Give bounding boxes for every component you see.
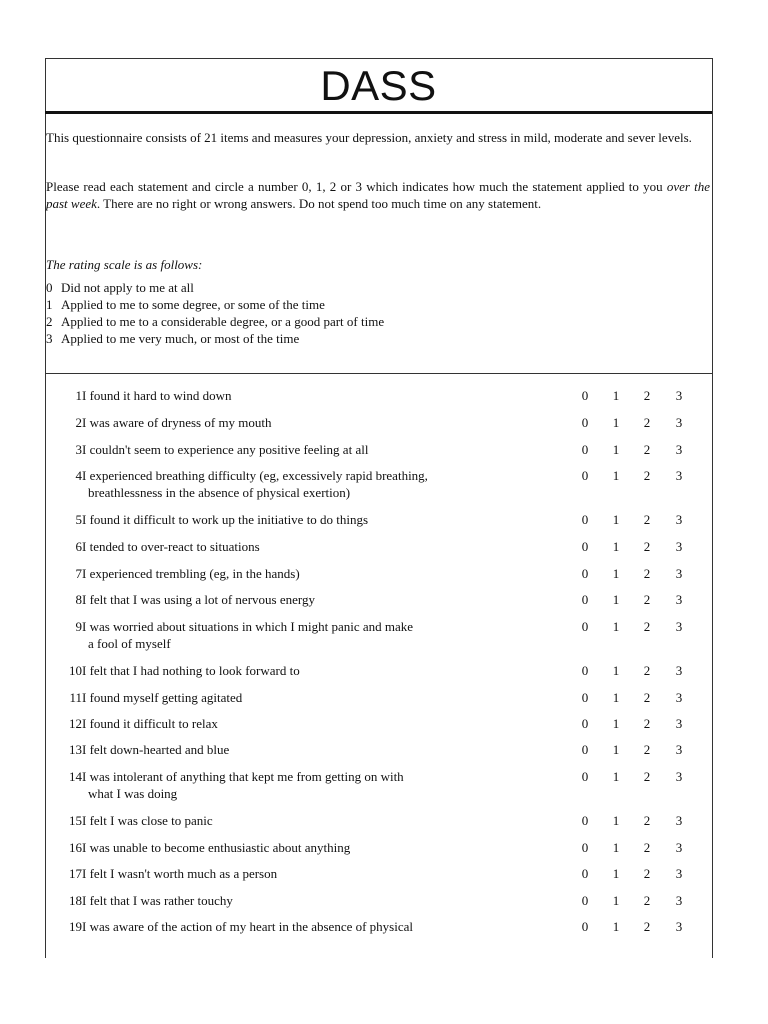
item-statement (82, 741, 512, 758)
response-option-1[interactable]: 1 (612, 690, 620, 705)
intro-paragraph-2-emphasis: over the past week (46, 179, 711, 211)
item-statement-line: I found it difficult to relax (82, 716, 218, 731)
response-option-3[interactable]: 3 (675, 919, 683, 934)
item-statement (82, 768, 512, 802)
item-statement-line: I felt that I was using a lot of nervous energy (82, 592, 315, 607)
item-number: 14 (69, 769, 82, 784)
response-option-3[interactable]: 3 (675, 388, 683, 403)
response-option-0[interactable]: 0 (581, 619, 589, 634)
intro-paragraph-2 (46, 178, 710, 212)
response-option-1[interactable]: 1 (612, 539, 620, 554)
response-option-3[interactable]: 3 (675, 539, 683, 554)
rating-scale-value: 2 (46, 314, 53, 329)
response-option-2[interactable]: 2 (643, 663, 651, 678)
item-statement-line: I found myself getting agitated (82, 690, 243, 705)
item-number: 19 (69, 919, 82, 934)
response-option-2[interactable]: 2 (643, 619, 651, 634)
item-statement-line: I was unable to become enthusiastic about anything (82, 840, 351, 855)
response-option-0[interactable]: 0 (581, 388, 589, 403)
item-statement-line: I experienced trembling (eg, in the hands) (82, 566, 300, 581)
response-option-2[interactable]: 2 (643, 840, 651, 855)
item-statement (82, 662, 512, 679)
rating-scale-heading: The rating scale is as follows: (46, 257, 203, 272)
response-option-1[interactable]: 1 (612, 388, 620, 403)
item-number: 17 (69, 866, 82, 881)
item-statement-line: I felt down-hearted and blue (82, 742, 230, 757)
item-statement (82, 892, 512, 909)
item-statement-line: I felt I was close to panic (82, 813, 213, 828)
intro-paragraph-2-end: . There are no right or wrong answers. Do not spend too much time on any statement. (96, 196, 542, 211)
rating-scale-label: Applied to me to some degree, or some of the time (61, 297, 325, 312)
item-statement (82, 715, 512, 732)
item-number: 1 (75, 388, 82, 403)
response-option-0[interactable]: 0 (581, 813, 589, 828)
response-option-1[interactable]: 1 (612, 716, 620, 731)
item-statement (82, 414, 512, 431)
rating-scale-value: 1 (46, 297, 53, 312)
response-option-1[interactable]: 1 (612, 442, 620, 457)
item-statement (82, 618, 512, 652)
rating-scale-value: 0 (46, 280, 53, 295)
item-statement-continuation: what I was doing (88, 786, 178, 801)
intro-paragraph-2-start: Please read each statement and circle a number 0, 1, 2 or 3 which indicates how much the statement applied to you (46, 179, 667, 194)
item-number: 11 (69, 690, 82, 705)
response-option-0[interactable]: 0 (581, 893, 589, 908)
response-option-2[interactable]: 2 (643, 716, 651, 731)
item-statement-line: I was aware of dryness of my mouth (82, 415, 272, 430)
item-number: 8 (75, 592, 82, 607)
item-number: 2 (75, 415, 82, 430)
response-option-0[interactable]: 0 (581, 840, 589, 855)
response-option-2[interactable]: 2 (643, 468, 651, 483)
response-option-2[interactable]: 2 (643, 592, 651, 607)
response-option-1[interactable]: 1 (612, 813, 620, 828)
response-option-3[interactable]: 3 (675, 813, 683, 828)
rating-scale-item (46, 313, 384, 330)
item-statement (82, 689, 512, 706)
response-option-1[interactable]: 1 (612, 769, 620, 784)
response-option-3[interactable]: 3 (675, 442, 683, 457)
item-statement (82, 591, 512, 608)
rating-scale-item (46, 279, 384, 296)
rating-scale-label: Applied to me to a considerable degree, or a good part of time (61, 314, 385, 329)
response-option-0[interactable]: 0 (581, 690, 589, 705)
item-statement (82, 865, 512, 882)
item-number: 18 (69, 893, 82, 908)
response-option-0[interactable]: 0 (581, 512, 589, 527)
item-statement (82, 511, 512, 528)
response-option-0[interactable]: 0 (581, 742, 589, 757)
response-option-0[interactable]: 0 (581, 442, 589, 457)
response-option-0[interactable]: 0 (581, 769, 589, 784)
response-option-1[interactable]: 1 (612, 512, 620, 527)
response-option-0[interactable]: 0 (581, 415, 589, 430)
item-statement-line: I was intolerant of anything that kept me from getting on with (82, 769, 404, 784)
item-statement-line: I felt that I had nothing to look forward to (82, 663, 300, 678)
response-option-1[interactable]: 1 (612, 592, 620, 607)
response-option-2[interactable]: 2 (643, 539, 651, 554)
rating-scale-item (46, 296, 384, 313)
response-option-2[interactable]: 2 (643, 442, 651, 457)
item-statement (82, 565, 512, 582)
response-option-3[interactable]: 3 (675, 468, 683, 483)
item-statement-line: I was worried about situations in which I might panic and make (82, 619, 414, 634)
response-option-1[interactable]: 1 (612, 415, 620, 430)
section-divider (45, 373, 712, 374)
response-option-2[interactable]: 2 (643, 813, 651, 828)
item-number: 4 (75, 468, 82, 483)
item-statement (82, 839, 512, 856)
response-option-0[interactable]: 0 (581, 468, 589, 483)
frame-top-border (45, 58, 712, 59)
response-option-2[interactable]: 2 (643, 388, 651, 403)
response-option-3[interactable]: 3 (675, 592, 683, 607)
item-number: 3 (75, 442, 82, 457)
intro-paragraph-1: This questionnaire consists of 21 items and measures your depression, anxiety and stress in mild, moderate and sever levels. (46, 130, 692, 145)
response-option-1[interactable]: 1 (612, 840, 620, 855)
response-option-3[interactable]: 3 (675, 742, 683, 757)
response-option-2[interactable]: 2 (643, 415, 651, 430)
item-number: 12 (69, 716, 82, 731)
item-statement (82, 467, 512, 501)
response-option-3[interactable]: 3 (675, 893, 683, 908)
response-option-3[interactable]: 3 (675, 415, 683, 430)
response-option-2[interactable]: 2 (643, 690, 651, 705)
response-option-2[interactable]: 2 (643, 566, 651, 581)
response-option-1[interactable]: 1 (612, 742, 620, 757)
item-statement (82, 812, 512, 829)
response-option-1[interactable]: 1 (612, 566, 620, 581)
item-statement-line: I was aware of the action of my heart in the absence of physical (82, 919, 414, 934)
response-option-3[interactable]: 3 (675, 690, 683, 705)
item-statement (82, 538, 512, 555)
response-option-3[interactable]: 3 (675, 619, 683, 634)
response-option-2[interactable]: 2 (643, 919, 651, 934)
item-statement-line: I couldn't seem to experience any positive feeling at all (82, 442, 369, 457)
rating-scale-list (46, 279, 384, 347)
item-statement (82, 441, 512, 458)
item-statement-line: I found it difficult to work up the initiative to do things (82, 512, 369, 527)
item-number: 9 (75, 619, 82, 634)
item-number: 10 (69, 663, 82, 678)
response-option-3[interactable]: 3 (675, 663, 683, 678)
response-option-3[interactable]: 3 (675, 769, 683, 784)
item-statement-continuation: breathlessness in the absence of physical exertion) (88, 485, 351, 500)
response-option-0[interactable]: 0 (581, 866, 589, 881)
response-option-3[interactable]: 3 (675, 512, 683, 527)
page-title: DASS (320, 62, 437, 109)
rating-scale-value: 3 (46, 331, 53, 346)
response-option-0[interactable]: 0 (581, 566, 589, 581)
response-option-0[interactable]: 0 (581, 663, 589, 678)
response-option-3[interactable]: 3 (675, 840, 683, 855)
response-option-1[interactable]: 1 (612, 619, 620, 634)
response-option-0[interactable]: 0 (581, 716, 589, 731)
response-option-1[interactable]: 1 (612, 866, 620, 881)
response-option-0[interactable]: 0 (581, 592, 589, 607)
item-statement-line: I felt that I was rather touchy (82, 893, 233, 908)
item-number: 16 (69, 840, 82, 855)
item-number: 6 (75, 539, 82, 554)
response-option-2[interactable]: 2 (643, 769, 651, 784)
rating-scale-item (46, 330, 384, 347)
response-option-1[interactable]: 1 (612, 663, 620, 678)
rating-scale-label: Did not apply to me at all (61, 280, 194, 295)
item-number: 5 (75, 512, 82, 527)
item-statement-line: I felt I wasn't worth much as a person (82, 866, 278, 881)
item-statement-continuation: a fool of myself (88, 636, 171, 651)
item-statement (82, 387, 512, 404)
response-option-0[interactable]: 0 (581, 919, 589, 934)
rating-scale-label: Applied to me very much, or most of the time (61, 331, 300, 346)
response-option-3[interactable]: 3 (675, 716, 683, 731)
response-option-2[interactable]: 2 (643, 866, 651, 881)
response-option-3[interactable]: 3 (675, 566, 683, 581)
response-option-0[interactable]: 0 (581, 539, 589, 554)
response-option-1[interactable]: 1 (612, 468, 620, 483)
response-option-2[interactable]: 2 (643, 893, 651, 908)
item-statement (82, 918, 512, 935)
title-divider (45, 111, 712, 114)
response-option-3[interactable]: 3 (675, 866, 683, 881)
response-option-2[interactable]: 2 (643, 742, 651, 757)
response-option-2[interactable]: 2 (643, 512, 651, 527)
item-number: 7 (75, 566, 82, 581)
item-statement-line: I tended to over-react to situations (82, 539, 260, 554)
item-statement-line: I experienced breathing difficulty (eg, excessively rapid breathing, (82, 468, 428, 483)
response-option-1[interactable]: 1 (612, 893, 620, 908)
item-statement-line: I found it hard to wind down (82, 388, 232, 403)
item-number: 15 (69, 813, 82, 828)
response-option-1[interactable]: 1 (612, 919, 620, 934)
item-number: 13 (69, 742, 82, 757)
